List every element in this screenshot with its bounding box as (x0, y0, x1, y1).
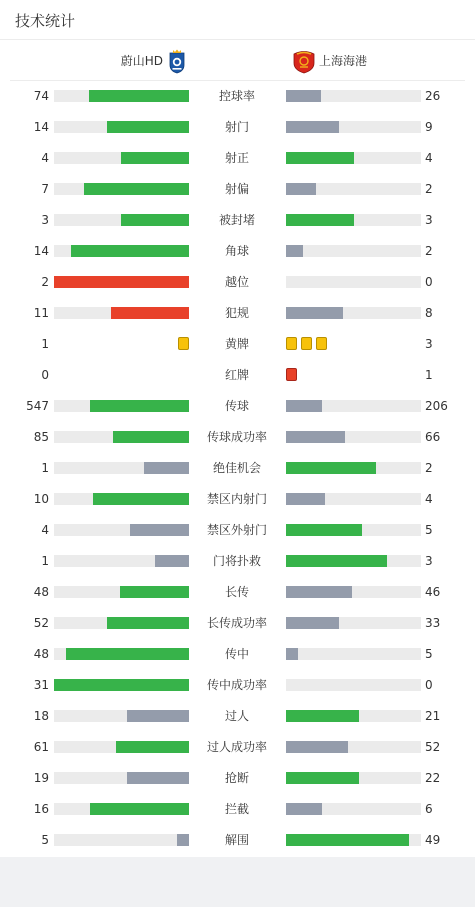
stat-row (0, 616, 475, 647)
yellow-card-icon (301, 337, 312, 350)
home-bar-fill (90, 400, 189, 412)
home-value: 2 (41, 275, 49, 289)
home-bar-track (54, 307, 189, 319)
stat-row (0, 523, 475, 554)
stat-row (0, 151, 475, 182)
stat-label: 传球 (224, 399, 249, 413)
away-bar-track (286, 214, 421, 226)
stat-row (0, 244, 475, 275)
home-bar-track (54, 555, 189, 567)
home-value: 14 (33, 244, 49, 258)
teams-header (10, 40, 465, 81)
stat-label: 禁区外射门 (206, 523, 267, 537)
home-value: 74 (33, 89, 49, 103)
home-value: 48 (33, 647, 49, 661)
stat-row (0, 647, 475, 678)
home-bar-track (54, 90, 189, 102)
stat-label: 射正 (224, 151, 249, 165)
home-bar-track (54, 617, 189, 629)
home-bar-track (54, 524, 189, 536)
home-bar-fill (144, 462, 189, 474)
home-bar-fill (121, 214, 189, 226)
home-bar-track (54, 431, 189, 443)
home-value: 1 (41, 554, 49, 568)
away-value: 2 (425, 182, 433, 196)
away-value: 22 (425, 771, 441, 785)
away-team-name: 上海海港 (319, 54, 368, 68)
stat-label: 绝佳机会 (212, 461, 261, 475)
stat-label: 解围 (224, 833, 249, 847)
home-bar-fill (121, 152, 189, 164)
stat-label: 犯规 (224, 306, 249, 320)
away-bar-fill (286, 710, 359, 722)
stat-row (0, 771, 475, 802)
away-bar-track (286, 586, 421, 598)
home-bar-track (54, 710, 189, 722)
home-bar-fill (54, 276, 189, 288)
stat-label: 射偏 (224, 182, 249, 196)
home-value: 7 (41, 182, 49, 196)
away-bar-track (286, 679, 421, 691)
stat-row (0, 802, 475, 833)
home-bar-track (54, 121, 189, 133)
away-bar-track (286, 90, 421, 102)
stat-label: 长传 (224, 585, 249, 599)
away-bar-track (286, 462, 421, 474)
away-value: 3 (425, 554, 433, 568)
stat-row (0, 182, 475, 213)
home-value: 4 (41, 151, 49, 165)
away-bar-track (286, 307, 421, 319)
home-bar-fill (89, 90, 189, 102)
away-bar-track (286, 834, 421, 846)
stat-row (0, 120, 475, 151)
home-value: 52 (33, 616, 49, 630)
stat-row (0, 89, 475, 120)
home-cards (178, 337, 189, 350)
home-bar-track (54, 772, 189, 784)
away-value: 52 (425, 740, 441, 754)
stat-label: 门将扑救 (212, 554, 261, 568)
away-bar-fill (286, 214, 354, 226)
away-value: 49 (425, 833, 441, 847)
stat-label: 禁区内射门 (206, 492, 267, 506)
away-bar-track (286, 400, 421, 412)
away-cards (286, 337, 327, 350)
away-value: 46 (425, 585, 441, 599)
stat-row (0, 709, 475, 740)
away-value: 0 (425, 678, 433, 692)
yellow-card-icon (178, 337, 189, 350)
away-bar-fill (286, 648, 298, 660)
away-bar-fill (286, 555, 387, 567)
stat-label: 传中成功率 (206, 678, 267, 692)
away-bar-fill (286, 307, 343, 319)
stat-row (0, 461, 475, 492)
stat-row (0, 368, 475, 399)
home-value: 85 (33, 430, 49, 444)
away-bar-fill (286, 834, 409, 846)
away-value: 33 (425, 616, 441, 630)
stat-label: 被封堵 (218, 213, 255, 227)
shanghai-port-crest-icon (292, 48, 316, 74)
home-value: 48 (33, 585, 49, 599)
away-value: 5 (425, 647, 433, 661)
home-bar-fill (90, 803, 189, 815)
home-bar-fill (127, 710, 189, 722)
away-value: 26 (425, 89, 441, 103)
away-bar-fill (286, 586, 352, 598)
ulsan-hd-crest-icon (168, 48, 186, 74)
away-value: 9 (425, 120, 433, 134)
away-bar-fill (286, 741, 348, 753)
away-bar-track (286, 276, 421, 288)
away-bar-track (286, 524, 421, 536)
home-value: 11 (33, 306, 49, 320)
away-cards (286, 368, 297, 381)
home-bar-track (54, 803, 189, 815)
stat-label: 黄牌 (224, 337, 249, 351)
title-bar (0, 0, 475, 40)
home-bar-fill (111, 307, 189, 319)
home-bar-fill (155, 555, 189, 567)
home-value: 18 (33, 709, 49, 723)
away-bar-fill (286, 152, 354, 164)
home-value: 19 (33, 771, 49, 785)
home-bar-track (54, 834, 189, 846)
stat-row (0, 213, 475, 244)
stat-label: 越位 (224, 275, 249, 289)
home-bar-track (54, 183, 189, 195)
home-bar-track (54, 462, 189, 474)
away-value: 5 (425, 523, 433, 537)
away-bar-track (286, 152, 421, 164)
stat-label: 长传成功率 (206, 616, 267, 630)
away-value: 4 (425, 151, 433, 165)
away-bar-fill (286, 493, 325, 505)
home-value: 31 (33, 678, 49, 692)
stat-label: 拦截 (224, 802, 249, 816)
home-bar-fill (84, 183, 189, 195)
stat-row (0, 740, 475, 771)
away-bar-track (286, 183, 421, 195)
home-bar-track (54, 586, 189, 598)
away-value: 4 (425, 492, 433, 506)
stat-label: 角球 (224, 244, 249, 258)
home-bar-track (54, 152, 189, 164)
home-bar-track (54, 400, 189, 412)
away-value: 6 (425, 802, 433, 816)
stat-label: 传球成功率 (206, 430, 267, 444)
away-bar-fill (286, 803, 322, 815)
away-bar-fill (286, 617, 339, 629)
away-value: 0 (425, 275, 433, 289)
home-bar-fill (107, 121, 189, 133)
away-value: 3 (425, 213, 433, 227)
home-bar-fill (177, 834, 189, 846)
away-bar-track (286, 121, 421, 133)
away-bar-track (286, 617, 421, 629)
home-bar-track (54, 276, 189, 288)
away-bar-fill (286, 121, 339, 133)
stat-label: 射门 (224, 120, 249, 134)
home-value: 1 (41, 337, 49, 351)
home-value: 5 (41, 833, 49, 847)
away-bar-track (286, 803, 421, 815)
yellow-card-icon (316, 337, 327, 350)
away-value: 2 (425, 461, 433, 475)
away-bar-fill (286, 400, 322, 412)
stat-label: 过人 (224, 709, 249, 723)
home-bar-track (54, 214, 189, 226)
away-value: 3 (425, 337, 433, 351)
home-bar-track (54, 648, 189, 660)
home-bar-fill (130, 524, 189, 536)
home-bar-fill (93, 493, 189, 505)
home-team-name: 蔚山HD (120, 54, 163, 68)
home-bar-fill (54, 679, 189, 691)
away-bar-fill (286, 462, 376, 474)
away-bar-fill (286, 524, 362, 536)
home-value: 0 (41, 368, 49, 382)
stat-row (0, 275, 475, 306)
stat-row (0, 399, 475, 430)
red-card-icon (286, 368, 297, 381)
home-bar-fill (116, 741, 189, 753)
stat-label: 控球率 (218, 89, 255, 103)
away-bar-track (286, 741, 421, 753)
home-value: 10 (33, 492, 49, 506)
away-value: 21 (425, 709, 441, 723)
stat-label: 红牌 (224, 368, 249, 382)
away-value: 2 (425, 244, 433, 258)
home-bar-fill (71, 245, 189, 257)
away-value: 8 (425, 306, 433, 320)
home-bar-track (54, 245, 189, 257)
home-bar-track (54, 741, 189, 753)
home-bar-fill (120, 586, 189, 598)
away-bar-track (286, 772, 421, 784)
away-bar-fill (286, 431, 345, 443)
away-bar-track (286, 493, 421, 505)
away-bar-fill (286, 772, 359, 784)
home-bar-fill (113, 431, 189, 443)
away-bar-track (286, 245, 421, 257)
stat-row (0, 833, 475, 864)
away-bar-track (286, 555, 421, 567)
away-bar-fill (286, 90, 321, 102)
stat-row (0, 492, 475, 523)
away-value: 1 (425, 368, 433, 382)
stat-row (0, 337, 475, 368)
away-bar-track (286, 431, 421, 443)
home-bar-track (54, 493, 189, 505)
stat-row (0, 430, 475, 461)
stat-row (0, 554, 475, 585)
away-bar-fill (286, 183, 316, 195)
away-value: 66 (425, 430, 441, 444)
home-value: 61 (33, 740, 49, 754)
yellow-card-icon (286, 337, 297, 350)
away-value: 206 (425, 399, 448, 413)
stat-row (0, 678, 475, 709)
stat-label: 抢断 (224, 771, 249, 785)
away-bar-track (286, 648, 421, 660)
home-bar-track (54, 679, 189, 691)
home-bar-fill (107, 617, 189, 629)
home-value: 1 (41, 461, 49, 475)
stat-label: 传中 (224, 647, 249, 661)
away-bar-track (286, 710, 421, 722)
page-title: 技术统计 (15, 12, 76, 30)
home-bar-fill (66, 648, 189, 660)
home-bar-fill (127, 772, 189, 784)
stat-label: 过人成功率 (206, 740, 267, 754)
home-value: 14 (33, 120, 49, 134)
stat-row (0, 306, 475, 337)
home-value: 547 (26, 399, 49, 413)
home-value: 3 (41, 213, 49, 227)
home-value: 4 (41, 523, 49, 537)
stat-row (0, 585, 475, 616)
away-bar-fill (286, 245, 303, 257)
home-value: 16 (33, 802, 49, 816)
